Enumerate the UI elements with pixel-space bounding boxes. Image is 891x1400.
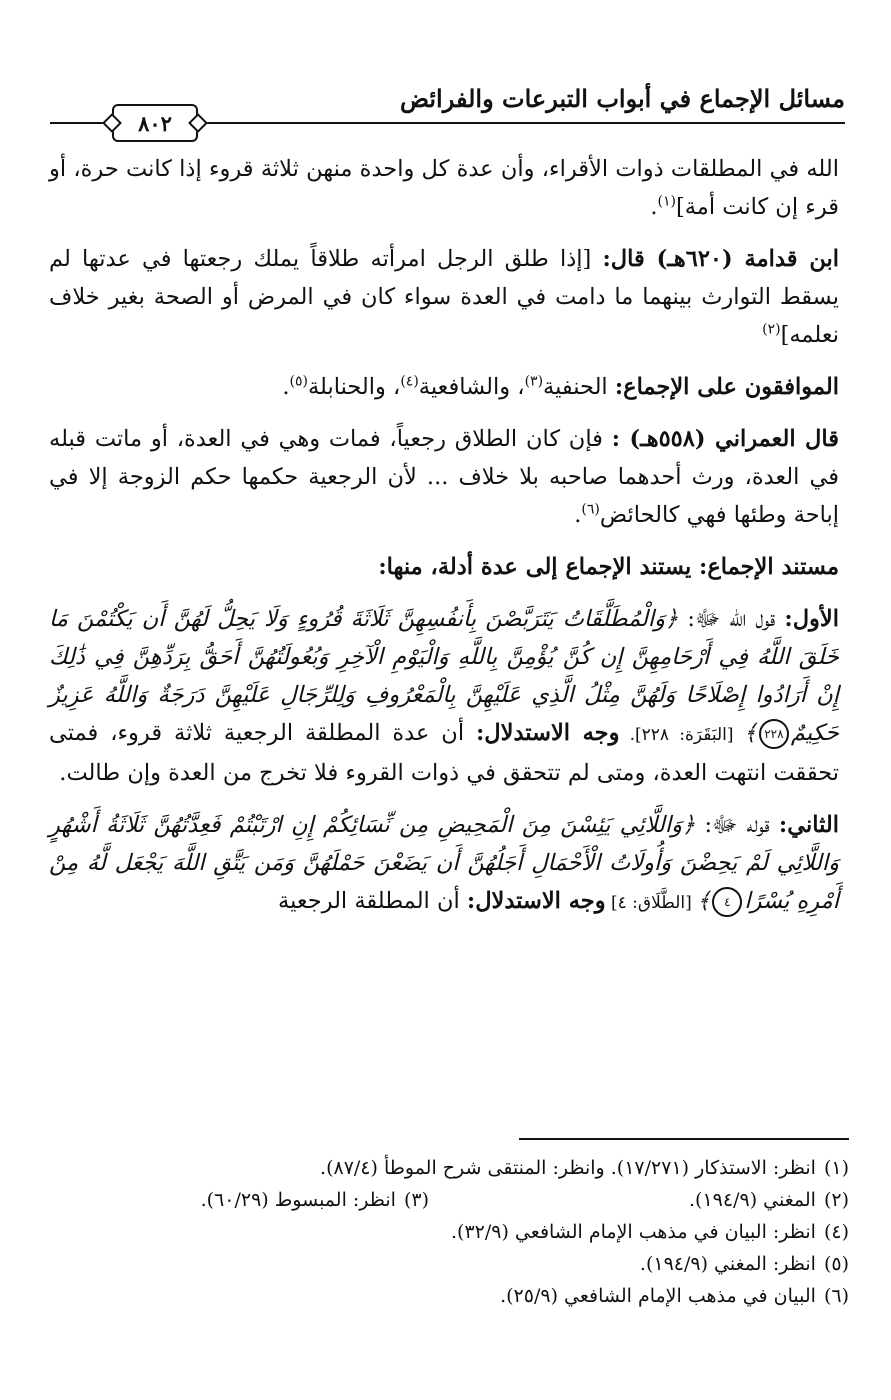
footnote-ref: (١)	[657, 193, 676, 210]
footnote-row-2-3	[49, 1184, 849, 1216]
footnote-5	[49, 1248, 849, 1280]
footnote-text: البيان في مذهب الإمام الشافعي (٢٥/٩).	[500, 1285, 816, 1307]
school-hanafi: الحنفية	[543, 374, 615, 400]
paragraph-1	[49, 150, 839, 226]
inference-label: وجه الاستدلال:	[466, 888, 606, 914]
paragraph-first-evidence	[49, 600, 839, 792]
footnote-number: (٢)	[823, 1189, 849, 1211]
footnote-number: (٦)	[823, 1285, 849, 1307]
paragraph-text: أن عدة المطلقة الرجعية ثلاثة قروء، فمتى تحققت انتهت العدة، ومتى لم تتحقق في ذوات القروء فلا تخرج من العدة وإن طالت.	[49, 720, 839, 786]
footnote-divider	[519, 1138, 849, 1140]
footnote-2	[689, 1184, 849, 1216]
footnote-text: انظر: الاستذكار (١٧/٢٧١). وانظر: المنتقى شرح الموطأ (٨٧/٤).	[320, 1157, 816, 1179]
paragraph-text: الله في المطلقات ذوات الأقراء، وأن عدة كل واحدة منهن ثلاثة قروء إذا كانت حرة، أو قرء إن كانت أمة]	[49, 156, 839, 220]
footnote-text: انظر: المغني (١٩٤/٩).	[639, 1253, 816, 1275]
footnote-ref: (٦)	[581, 501, 600, 518]
header-title: مسائل الإجماع في أبواب التبرعات والفرائض	[399, 84, 845, 113]
school-hanbali: ، والحنابلة	[307, 374, 401, 400]
footnote-3	[201, 1184, 429, 1216]
paragraph-label: الثاني:	[778, 812, 839, 838]
school-shafii: ، والشافعية	[418, 374, 525, 400]
footnote-number: (٣)	[403, 1189, 429, 1211]
punctuation: .	[650, 194, 658, 220]
footnote-ref: (٤)	[400, 373, 419, 390]
paragraph-evidence-heading	[49, 548, 839, 586]
paragraph-agreeing-schools	[49, 368, 839, 406]
paragraph-ibn-qudama	[49, 240, 839, 354]
verse-source: [الطَّلَاق: ٤]	[605, 893, 698, 913]
punctuation: .	[574, 502, 582, 528]
quran-close: ﴾	[697, 888, 711, 914]
footnote-ref: (٣)	[524, 373, 544, 390]
quran-close: ﴾	[743, 720, 757, 746]
quran-verse: ﴿وَاللَّائِي يَئِسْنَ مِنَ الْمَحِيضِ مِن نِّسَائِكُمْ إِنِ ارْتَبْتُمْ فَعِدَّتُهُنَّ ثَلَاثَةُ أَشْهُرٍ وَاللَّائِي لَمْ يَحِضْنَ وَأُولَاتُ الْأَحْمَالِ أَجَلُهُنَّ أَن يَضَعْنَ حَمْلَهُنَّ وَمَن يَتَّقِ اللَّهَ يَجْعَل لَّهُ مِنْ أَمْرِهِ يُسْرًا	[49, 812, 839, 914]
paragraph-label: الموافقون على الإجماع:	[614, 374, 839, 400]
paragraph-text: [إذا طلق الرجل امرأته طلاقاً يملك رجعتها في عدتها لم يسقط التوارث بينهما ما دامت في العدة سواء كان في المرض أو الصحة بغير خلاف نعلمه]	[49, 246, 839, 348]
running-header	[50, 78, 845, 138]
punctuation: .	[282, 374, 290, 400]
footnote-number: (٥)	[823, 1253, 849, 1275]
paragraph-label: ابن قدامة (٦٢٠هـ) قال:	[602, 246, 839, 272]
footnote-ref: (٢)	[762, 321, 781, 338]
inference-label: وجه الاستدلال:	[476, 720, 620, 746]
footnote-text: المغني (١٩٤/٩).	[689, 1189, 816, 1211]
footnotes	[49, 1152, 849, 1312]
footnote-ref: (٥)	[289, 373, 308, 390]
footnote-4	[49, 1216, 849, 1248]
footnote-6	[49, 1280, 849, 1312]
paragraph-text: أن المطلقة الرجعية	[278, 888, 467, 914]
paragraph-second-evidence	[49, 806, 839, 922]
ayah-number-mark: ٢٢٨	[759, 719, 789, 749]
main-text	[49, 150, 839, 936]
intro-text: قوله ﷻ:	[695, 812, 779, 838]
page-number: ٨٠٢	[112, 104, 198, 142]
footnote-number: (١)	[823, 1157, 849, 1179]
footnote-text: انظر: البيان في مذهب الإمام الشافعي (٣٢/٩).	[451, 1221, 816, 1243]
footnote-text: انظر: المبسوط (٦٠/٢٩).	[200, 1189, 396, 1211]
paragraph-imrani	[49, 420, 839, 534]
section-heading: مستند الإجماع: يستند الإجماع إلى عدة أدلة، منها:	[378, 554, 839, 580]
paragraph-text: فإن كان الطلاق رجعياً، فمات وهي في العدة، أو ماتت قبله في العدة، ورث أحدهما صاحبه بلا خلاف ... لأن الرجعية حكمها حكم الزوجة إلا في إباحة وطئها فهي كالحائض	[49, 426, 839, 528]
ayah-number-mark: ٤	[712, 887, 742, 917]
intro-text: قول الله ﷻ:	[678, 606, 785, 632]
paragraph-label: قال العمراني (٥٥٨هـ) :	[611, 426, 839, 452]
footnote-number: (٤)	[823, 1221, 849, 1243]
footnote-1	[49, 1152, 849, 1184]
verse-source: [البَقَرَة: ٢٢٨].	[619, 725, 744, 745]
paragraph-label: الأول:	[784, 606, 839, 632]
quran-verse: ﴿وَالْمُطَلَّقَاتُ يَتَرَبَّصْنَ بِأَنفُسِهِنَّ ثَلَاثَةَ قُرُوءٍ وَلَا يَحِلُّ لَهُنَّ أَن يَكْتُمْنَ مَا خَلَقَ اللَّهُ فِي أَرْحَامِهِنَّ إِن كُنَّ يُؤْمِنَّ بِاللَّهِ وَالْيَوْمِ الْآخِرِ وَبُعُولَتُهُنَّ أَحَقُّ بِرَدِّهِنَّ فِي ذَٰلِكَ إِنْ أَرَادُوا إِصْلَاحًا وَلَهُنَّ مِثْلُ الَّذِي عَلَيْهِنَّ بِالْمَعْرُوفِ وَلِلرِّجَالِ عَلَيْهِنَّ دَرَجَةٌ وَاللَّهُ عَزِيزٌ حَكِيمٌ	[49, 606, 839, 746]
